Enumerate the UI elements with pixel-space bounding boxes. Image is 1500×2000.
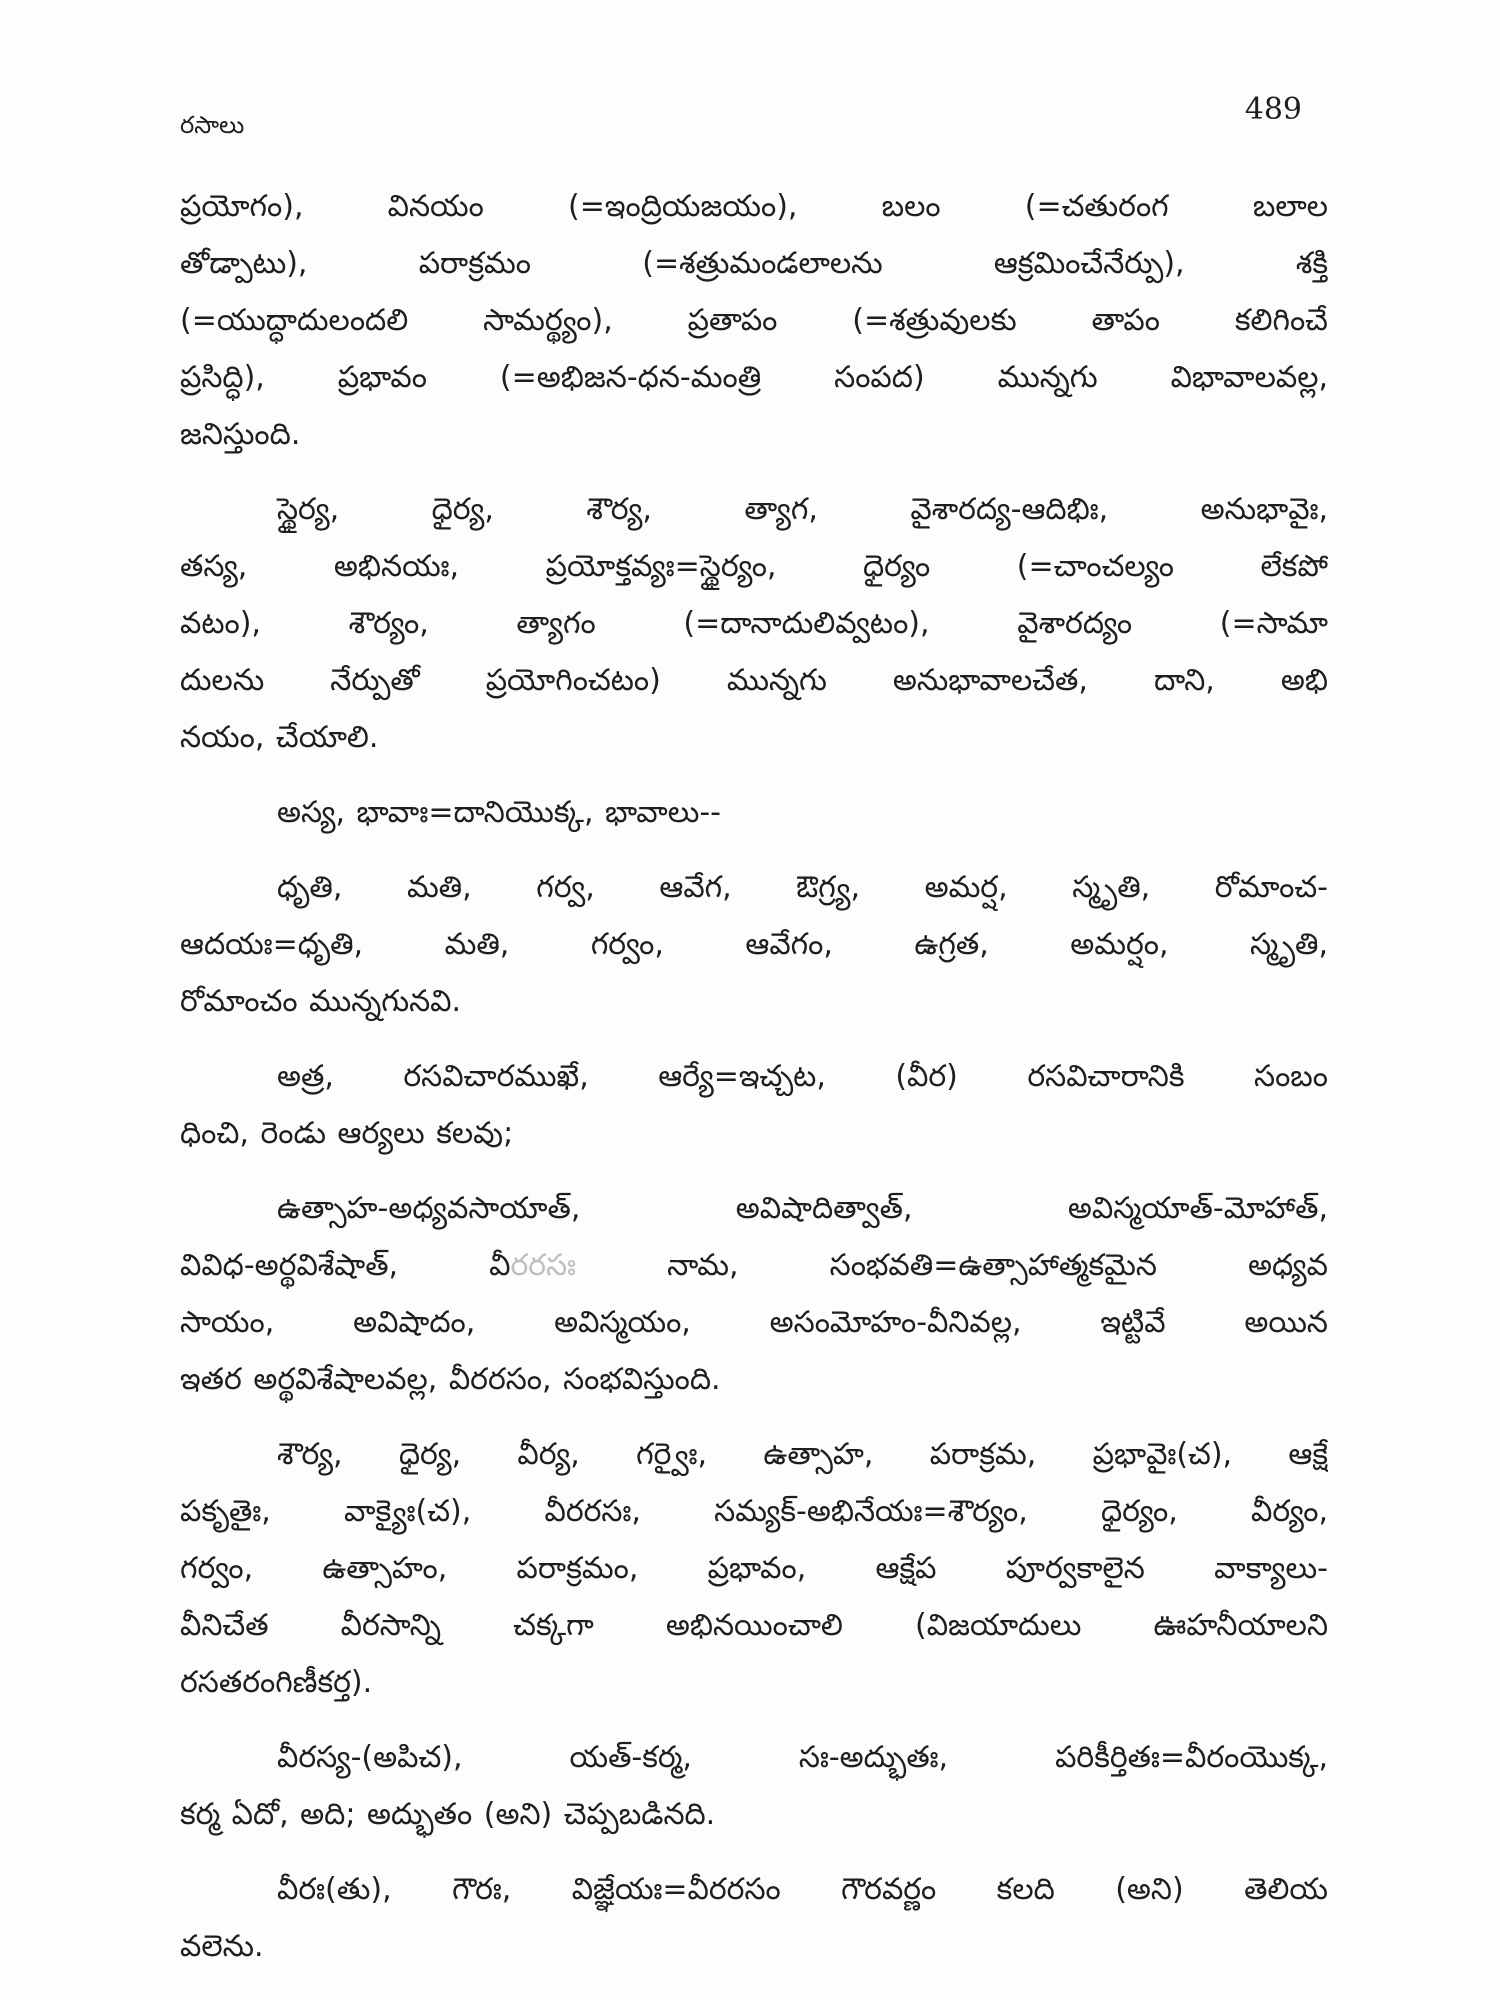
text-line: పకృతైః, వాక్యైః(చ), వీరరసః, సమ్యక్-అభినేయః=శౌర్యం, ధైర్యం, వీర్యం, xyxy=(180,1494,1328,1529)
page-body-text xyxy=(180,178,1328,1975)
text-line: ఉత్సాహ-అధ్యవసాయాత్, అవిషాదిత్వాత్, అవిస్మయాత్-మోహాత్, xyxy=(277,1191,1328,1226)
text-line: సాయం, అవిషాదం, అవిస్మయం, అసంమోహం-వీనివల్ల, ఇట్టివే అయిన xyxy=(180,1305,1328,1340)
text-line: వీనిచేత వీరసాన్ని చక్కగా అభినయించాలి (విజయాదులు ఊహనీయాలని xyxy=(180,1608,1328,1643)
paragraph xyxy=(180,178,1328,463)
text-line: నయం, చేయాలి. xyxy=(180,720,379,755)
text-line: ఆదయః=ధృతి, మతి, గర్వం, ఆవేగం, ఉగ్రత, అమర్షం, స్మృతి, xyxy=(180,927,1328,962)
text-line: ధించి, రెండు ఆర్యలు కలవు; xyxy=(180,1116,514,1151)
text-line: ప్రసిద్ధి), ప్రభావం (=అభిజన-ధన-మంత్రి సంపద) మున్నగు విభావాలవల్ల, xyxy=(180,360,1328,395)
paragraph xyxy=(180,1861,1328,1975)
paragraph xyxy=(180,1426,1328,1711)
paragraph xyxy=(180,784,1328,841)
running-head-title: రసాలు xyxy=(180,111,245,139)
paragraph xyxy=(180,1180,1328,1408)
text-line: ఇతర అర్థవిశేషాలవల్ల, వీరరసం, సంభవిస్తుంది. xyxy=(180,1362,721,1397)
text-line: అత్ర, రసవిచారముఖే, ఆర్యే=ఇచ్చట, (వీర) రసవిచారానికి సంబం xyxy=(277,1059,1328,1094)
text-line: శౌర్య, ధైర్య, వీర్య, గర్వైః, ఉత్సాహ, పరాక్రమ, ప్రభావైః(చ), ఆక్షే xyxy=(277,1437,1328,1472)
text-line: ప్రయోగం), వినయం (=ఇంద్రియజయం), బలం (=చతురంగ బలాల xyxy=(180,189,1328,224)
text-line: వీరస్య-(అపిచ), యత్-కర్మ, సః-అద్భుతః, పరికీర్తితః=వీరంయొక్క, xyxy=(277,1740,1328,1775)
text-line: వీరః(తు), గౌరః, విజ్ఞేయః=వీరరసం గౌరవర్ణం కలది (అని) తెలియ xyxy=(277,1872,1328,1907)
text-line: తోడ్పాటు), పరాక్రమం (=శత్రుమండలాలను ఆక్రమించేనేర్పు), శక్తి xyxy=(180,246,1328,281)
faded-text-segment: రరస xyxy=(510,1248,577,1283)
text-line: గర్వం, ఉత్సాహం, పరాక్రమం, ప్రభావం, ఆక్షేప పూర్వకాలైన వాక్యాలు- xyxy=(180,1551,1328,1586)
text-line: (=యుద్ధాదులందలి సామర్థ్యం), ప్రతాపం (=శత్రువులకు తాపం కలిగించే xyxy=(180,303,1328,338)
text-line: రోమాంచం మున్నగునవి. xyxy=(180,984,462,1019)
text-segment: ః నామ, సంభవతి=ఉత్సాహాత్మకమైన అధ్యవ xyxy=(576,1248,1328,1283)
paragraph xyxy=(180,859,1328,1030)
text-line: వలెను. xyxy=(180,1929,264,1964)
paragraph xyxy=(180,481,1328,766)
text-line: తస్య, అభినయః, ప్రయోక్తవ్యః=స్థైర్యం, ధైర్యం (=చాంచల్యం లేకపో xyxy=(180,549,1328,584)
text-line: కర్మ ఏదో, అది; అద్భుతం (అని) చెప్పబడినది. xyxy=(180,1797,716,1832)
text-line: అస్య, భావాః=దానియొక్క, భావాలు-- xyxy=(277,795,722,830)
text-segment: వివిధ-అర్థవిశేషాత్, వీ xyxy=(180,1248,511,1283)
text-line: స్థైర్య, ధైర్య, శౌర్య, త్యాగ, వైశారద్య-ఆదిభిః, అనుభావైః, xyxy=(277,492,1328,527)
text-line: జనిస్తుంది. xyxy=(180,417,301,452)
page-number: 489 xyxy=(1244,92,1302,127)
text-line: వటం), శౌర్యం, త్యాగం (=దానాదులివ్వటం), వైశారద్యం (=సామా xyxy=(180,606,1328,641)
paragraph xyxy=(180,1729,1328,1843)
text-line: దులను నేర్పుతో ప్రయోగించటం) మున్నగు అనుభావాలచేత, దాని, అభి xyxy=(180,663,1328,698)
paragraph xyxy=(180,1048,1328,1162)
text-line xyxy=(180,1237,1328,1294)
text-line: రసతరంగిణీకర్త). xyxy=(180,1665,373,1700)
text-line: ధృతి, మతి, గర్వ, ఆవేగ, ఔగ్ర్య, అమర్ష, స్మృతి, రోమాంచ- xyxy=(277,870,1328,905)
